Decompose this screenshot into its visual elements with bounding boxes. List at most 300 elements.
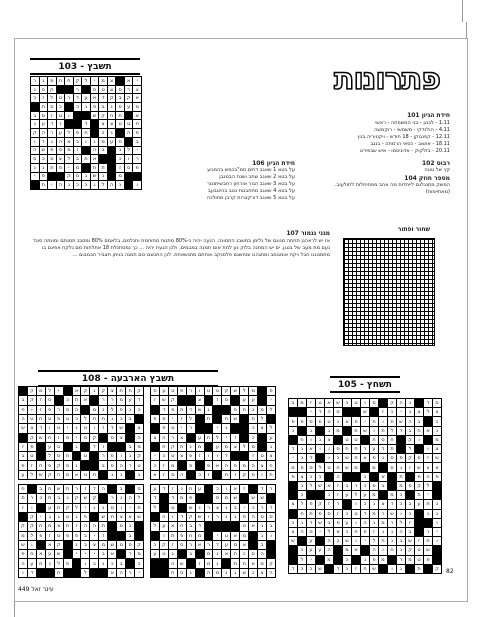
grid-cell: כ	[37, 494, 45, 502]
grid-cell: ה	[57, 138, 65, 146]
grid-cell: ת	[64, 522, 72, 530]
grid-cell: צ	[135, 424, 143, 432]
grid-cell	[178, 461, 186, 469]
grid-cell: צ	[433, 408, 441, 416]
grid-cell: ה	[267, 569, 275, 577]
grid-cell: כ	[74, 103, 82, 111]
grid-cell: י	[135, 569, 143, 577]
grid-cell	[388, 556, 396, 564]
grid-cell: א	[307, 445, 315, 453]
grid-cell	[231, 424, 239, 432]
grid-cell	[160, 504, 168, 512]
grid-cell: ק	[388, 399, 396, 407]
grid-cell: ס	[74, 173, 82, 181]
grid-cell	[267, 494, 275, 502]
grid-cell	[46, 569, 54, 577]
grid-cell: ר	[258, 504, 266, 512]
grid-cell: ע	[108, 138, 116, 146]
grid-cell: ע	[40, 120, 48, 128]
grid-cell: ל	[240, 443, 248, 451]
text-line: 4.11 - הולנדקי - משמשי - רוקמשה	[374, 127, 450, 133]
grid-cell: ז	[379, 408, 387, 416]
grid-cell	[187, 396, 195, 404]
text-line: על בטא 2 שאגב שחב ושנת הבמגבן	[219, 174, 295, 180]
grid-cell: ל	[240, 387, 248, 395]
grid-cell: צ	[325, 436, 333, 444]
grid-cell: ג	[213, 550, 221, 558]
grid-cell: י	[361, 537, 369, 545]
grid-cell: כ	[307, 565, 315, 573]
grid-cell: כ	[406, 510, 414, 518]
grid-cell: ש	[187, 504, 195, 512]
grid-cell: ג	[334, 417, 342, 425]
grid-cell: פ	[298, 417, 306, 425]
grid-cell: ע	[160, 522, 168, 530]
grid-cell	[151, 559, 159, 567]
picture-puzzle-title: שחור ופתור	[397, 226, 430, 233]
grid-cell: צ	[151, 434, 159, 442]
grid-cell: פ	[73, 532, 81, 540]
grid-cell: ט	[415, 556, 423, 564]
grid-cell: נ	[135, 471, 143, 479]
grid-cell: י	[133, 147, 141, 155]
grid-cell: ס	[213, 494, 221, 502]
grid-cell	[316, 454, 324, 462]
solution-101-lines	[300, 120, 450, 155]
grid-cell: ו	[307, 436, 315, 444]
grid-cell	[160, 569, 168, 577]
grid-cell: כ	[160, 452, 168, 460]
grid-cell: ס	[91, 86, 99, 94]
grid-cell	[406, 491, 414, 499]
grid-cell: ע	[343, 519, 351, 527]
grid-cell: נ	[187, 569, 195, 577]
grid-cell	[388, 473, 396, 481]
grid-cell: ה	[397, 528, 405, 536]
grid-cell: כ	[343, 510, 351, 518]
grid-cell: ש	[41, 147, 46, 154]
grid-cell: נ	[433, 427, 441, 435]
grid-cell: ה	[40, 129, 48, 137]
grid-cell: צ	[178, 434, 186, 442]
grid-cell: ג	[370, 519, 378, 527]
grid-cell: ו	[388, 565, 396, 573]
grid-cell: פ	[187, 452, 195, 460]
grid-cell	[249, 532, 257, 540]
grid-cell: נ	[46, 559, 54, 567]
grid-cell: ח	[187, 532, 195, 540]
grid-cell	[55, 396, 63, 404]
grid-cell	[31, 181, 39, 189]
grid-cell	[196, 461, 204, 469]
grid-cell: ג	[116, 147, 124, 155]
grid-cell: מ	[222, 443, 230, 451]
grid-cell: כ	[316, 473, 324, 481]
grid-cell: ד	[222, 452, 230, 460]
grid-cell: ט	[46, 415, 54, 423]
grid-cell: א	[125, 77, 133, 85]
grid-cell: ע	[213, 443, 221, 451]
grid-cell: ז	[178, 415, 186, 423]
puzzle-103-title: תשבץ - 103	[30, 58, 140, 75]
grid-cell: כ	[388, 408, 396, 416]
grid-cell: ג	[91, 138, 99, 146]
grid-cell: מ	[258, 559, 266, 567]
grid-cell: פ	[187, 494, 195, 502]
grid-cell: ד	[379, 445, 387, 453]
grid-cell: פ	[231, 406, 239, 414]
grid-cell	[415, 528, 423, 536]
solutions-logo-text: פתרונות	[334, 61, 440, 97]
trim-line	[14, 600, 15, 617]
grid-cell: ק	[99, 387, 107, 395]
grid-cell: ח	[343, 445, 351, 453]
grid-cell: ל	[424, 408, 432, 416]
grid-cell: ט	[116, 120, 124, 128]
grid-cell: נ	[258, 532, 266, 540]
grid-cell: ק	[55, 461, 63, 469]
grid-cell: פ	[64, 532, 72, 540]
grid-cell: ק	[28, 522, 36, 530]
grid-cell: ח	[40, 181, 48, 189]
grid-cell: ז	[46, 532, 54, 540]
grid-cell: פ	[334, 519, 342, 527]
grid-cell: ח	[19, 485, 27, 493]
grid-cell: ע	[160, 387, 168, 395]
grid-cell: ש	[19, 541, 27, 549]
grid-cell: ס	[388, 454, 396, 462]
grid-cell	[125, 112, 133, 120]
grid-cell: ש	[160, 396, 168, 404]
grid-cell: ל	[187, 415, 195, 423]
grid-cell: כ	[31, 94, 39, 102]
grid-cell: י	[90, 550, 98, 558]
grid-cell: ח	[46, 434, 54, 442]
grid-cell: ב	[31, 112, 39, 120]
grid-cell: פ	[19, 550, 27, 558]
grid-cell: ה	[249, 461, 257, 469]
grid-cell: ל	[108, 406, 116, 414]
grid-cell: ה	[325, 546, 333, 554]
grid-cell: ר	[108, 396, 116, 404]
grid-cell: מ	[289, 463, 297, 471]
grid-cell: ו	[46, 424, 54, 432]
grid-cell: ג	[258, 522, 266, 530]
grid-cell: ע	[57, 129, 65, 137]
grid-cell: ז	[160, 461, 168, 469]
grid-cell: י	[222, 434, 230, 442]
grid-cell: ע	[415, 500, 423, 508]
grid-cell: ש	[316, 482, 324, 490]
grid-cell: נ	[99, 406, 107, 414]
grid-cell: ג	[82, 173, 90, 181]
grid-cell: נ	[298, 519, 306, 527]
grid-cell: ה	[325, 537, 333, 545]
grid-cell: ו	[316, 445, 324, 453]
grid-cell: ע	[126, 396, 134, 404]
grid-cell: ס	[125, 164, 133, 172]
grid-cell: ק	[28, 434, 36, 442]
grid-cell: כ	[74, 181, 82, 189]
grid-cell: ע	[28, 559, 36, 567]
grid-cell: ט	[240, 522, 248, 530]
grid-cell: ח	[388, 436, 396, 444]
grid-cell: ק	[19, 522, 27, 530]
grid-cell: ח	[160, 443, 168, 451]
grid-cell: ל	[397, 519, 405, 527]
grid-cell: ק	[28, 513, 36, 521]
grid-cell: ט	[57, 112, 65, 120]
grid-cell	[125, 181, 133, 189]
grid-cell: ת	[99, 164, 107, 172]
grid-cell: מ	[64, 434, 72, 442]
grid-cell: ל	[298, 500, 306, 508]
grid-cell: כ	[361, 473, 369, 481]
grid-cell: ת	[73, 396, 81, 404]
grid-cell	[205, 522, 213, 530]
grid-cell: ק	[240, 471, 248, 479]
grid-cell: ג	[388, 528, 396, 536]
grid-cell: ת	[99, 415, 107, 423]
grid-cell: ג	[82, 103, 90, 111]
grid-cell	[90, 513, 98, 521]
grid-cell: ק	[406, 546, 414, 554]
text-line: 18.11 - אושוב - כסאי הרמתה - בנגב	[370, 141, 450, 147]
grid-cell: ג	[46, 513, 54, 521]
grid-cell: ש	[397, 417, 405, 425]
grid-cell: ז	[37, 396, 45, 404]
grid-cell	[108, 532, 116, 540]
grid-cell: ש	[196, 513, 204, 521]
grid-cell: פ	[55, 415, 63, 423]
grid-cell: ו	[370, 427, 378, 435]
grid-cell: ב	[74, 138, 82, 146]
grid-cell: ו	[361, 399, 369, 407]
grid-cell: כ	[240, 550, 248, 558]
grid-cell	[178, 550, 186, 558]
grid-cell: נ	[31, 86, 39, 94]
grid-cell: ח	[19, 406, 27, 414]
grid-cell: ש	[424, 546, 432, 554]
grid-cell: ח	[222, 461, 230, 469]
grid-cell: פ	[160, 424, 168, 432]
grid-cell: מ	[343, 546, 351, 554]
grid-cell: ת	[415, 565, 423, 573]
grid-cell: ז	[169, 541, 177, 549]
grid-cell: י	[424, 491, 432, 499]
grid-cell: ח	[249, 415, 257, 423]
grid-cell: ת	[46, 494, 54, 502]
grid-cell: מ	[99, 541, 107, 549]
grid-cell: ר	[361, 445, 369, 453]
grid-cell: ס	[379, 436, 387, 444]
puzzle-103-grid	[30, 76, 142, 190]
grid-cell: כ	[298, 491, 306, 499]
grid-cell: ת	[388, 445, 396, 453]
grid-cell: ג	[433, 510, 441, 518]
grid-cell: א	[231, 485, 239, 493]
grid-cell: ח	[334, 463, 342, 471]
grid-cell	[64, 387, 72, 395]
grid-cell: פ	[108, 452, 116, 460]
grid-cell: ג	[249, 406, 257, 414]
grid-cell	[73, 569, 81, 577]
grid-cell: ג	[73, 513, 81, 521]
grid-cell: ס	[117, 522, 125, 530]
grid-cell: ה	[397, 399, 405, 407]
grid-cell: ב	[99, 550, 107, 558]
grid-cell: ז	[196, 452, 204, 460]
grid-cell: ש	[343, 454, 351, 462]
grid-cell: צ	[117, 434, 125, 442]
grid-cell: ע	[307, 546, 315, 554]
grid-cell: פ	[46, 461, 54, 469]
grid-cell: ס	[258, 513, 266, 521]
grid-cell: ז	[73, 522, 81, 530]
grid-cell: ר	[205, 504, 213, 512]
grid-cell	[240, 434, 248, 442]
grid-cell: ט	[160, 550, 168, 558]
grid-cell: ב	[231, 504, 239, 512]
grid-cell: מ	[169, 461, 177, 469]
grid-cell: ש	[178, 559, 186, 567]
grid-cell: ש	[231, 494, 239, 502]
grid-cell: כ	[298, 546, 306, 554]
grid-cell: א	[169, 522, 177, 530]
grid-cell: מ	[178, 494, 186, 502]
grid-cell: נ	[99, 559, 107, 567]
grid-cell	[334, 546, 342, 554]
grid-cell: ת	[307, 510, 315, 518]
grid-cell: ה	[325, 408, 333, 416]
grid-cell: פ	[415, 473, 423, 481]
grid-cell: פ	[289, 417, 297, 425]
grid-cell: ק	[160, 541, 168, 549]
grid-cell: ו	[82, 138, 90, 146]
grid-cell: ד	[196, 522, 204, 530]
grid-cell: ר	[205, 541, 213, 549]
grid-cell: ס	[46, 396, 54, 404]
grid-cell	[135, 522, 143, 530]
grid-cell: פ	[40, 173, 48, 181]
grid-cell: ד	[28, 569, 36, 577]
grid-cell: ה	[334, 473, 342, 481]
grid-cell: ז	[334, 491, 342, 499]
grid-cell: ש	[289, 537, 297, 545]
grid-cell: ת	[205, 415, 213, 423]
solution-102-text: קץ של טונה	[424, 167, 450, 173]
grid-cell: ק	[135, 452, 143, 460]
grid-cell: ו	[267, 532, 275, 540]
grid-cell	[397, 445, 405, 453]
grid-cell: י	[90, 532, 98, 540]
grid-cell	[74, 112, 82, 120]
grid-cell: צ	[231, 443, 239, 451]
grid-cell: ל	[406, 445, 414, 453]
grid-cell: א	[73, 471, 81, 479]
grid-cell: ר	[424, 528, 432, 536]
grid-cell: פ	[361, 528, 369, 536]
text-line: המשק מתנגלגם לייחדות מה אחב מפתיחלות לתולעוב.	[334, 182, 450, 188]
grid-cell: כ	[249, 504, 257, 512]
grid-cell: נ	[205, 406, 213, 414]
grid-cell: נ	[31, 164, 39, 172]
grid-cell: מ	[46, 522, 54, 530]
grid-cell: כ	[361, 500, 369, 508]
grid-cell	[298, 537, 306, 545]
grid-cell	[379, 491, 387, 499]
grid-cell: ס	[135, 485, 143, 493]
grid-cell: ו	[81, 559, 89, 567]
grid-cell: כ	[343, 556, 351, 564]
grid-cell: ע	[196, 485, 204, 493]
grid-cell: ס	[40, 112, 48, 120]
grid-cell: ר	[99, 452, 107, 460]
puzzle-105-grid	[288, 398, 442, 574]
grid-cell	[151, 513, 159, 521]
grid-cell: י	[178, 424, 186, 432]
grid-cell: ת	[169, 532, 177, 540]
grid-cell: ט	[352, 399, 360, 407]
grid-cell: פ	[352, 417, 360, 425]
grid-cell: ת	[19, 494, 27, 502]
grid-cell: מ	[135, 443, 143, 451]
grid-cell	[289, 546, 297, 554]
grid-cell: פ	[133, 129, 141, 137]
grid-cell: ד	[74, 94, 82, 102]
grid-cell: ע	[343, 491, 351, 499]
grid-cell: ש	[343, 537, 351, 545]
grid-cell: ר	[125, 86, 133, 94]
grid-cell: ט	[169, 452, 177, 460]
grid-cell: צ	[379, 500, 387, 508]
grid-cell: ב	[117, 559, 125, 567]
grid-cell: ק	[169, 396, 177, 404]
grid-cell: ג	[64, 494, 72, 502]
puzzle-108-grid-3	[18, 484, 144, 578]
grid-cell: ג	[73, 443, 81, 451]
grid-cell: ת	[48, 164, 56, 172]
grid-cell: ס	[370, 399, 378, 407]
grid-cell: צ	[117, 513, 125, 521]
grid-cell: ה	[298, 528, 306, 536]
grid-cell: ל	[82, 77, 90, 85]
grid-cell: ס	[222, 396, 230, 404]
puzzle-108-grid-4	[150, 484, 276, 578]
grid-cell: ח	[28, 550, 36, 558]
grid-cell: ד	[37, 424, 45, 432]
grid-cell: צ	[289, 500, 297, 508]
grid-cell: נ	[370, 500, 378, 508]
grid-cell: ז	[406, 463, 414, 471]
grid-cell: ש	[19, 424, 27, 432]
grid-cell: ה	[406, 417, 414, 425]
grid-cell: א	[249, 559, 257, 567]
grid-cell: ח	[222, 415, 230, 423]
grid-cell: י	[289, 454, 297, 462]
grid-cell	[81, 406, 89, 414]
grid-cell: א	[133, 94, 141, 102]
grid-cell	[249, 541, 257, 549]
grid-cell: ש	[361, 408, 369, 416]
grid-cell: י	[55, 387, 63, 395]
grid-cell: ע	[370, 445, 378, 453]
grid-cell: ה	[178, 471, 186, 479]
grid-cell: פ	[57, 164, 65, 172]
grid-cell: ק	[433, 565, 441, 573]
grid-cell: ז	[48, 112, 56, 120]
grid-cell: פ	[415, 454, 423, 462]
